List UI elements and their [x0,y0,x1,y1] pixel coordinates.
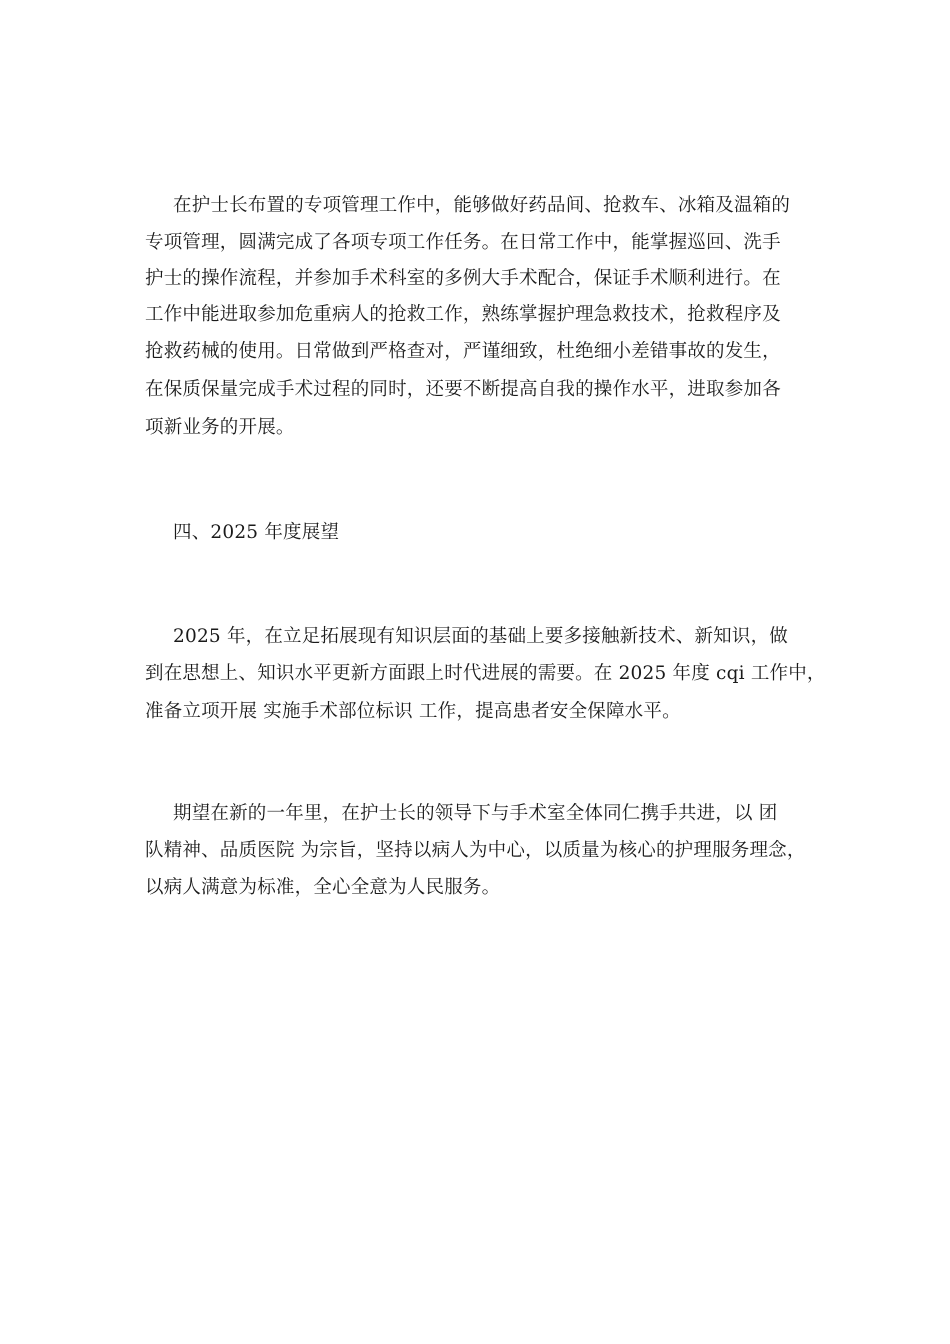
paragraph-line: 队精神、品质医院 为宗旨，坚持以病人为中心，以质量为核心的护理服务理念， [145,840,806,861]
paragraph-line: 工作中能进取参加危重病人的抢救工作，熟练掌握护理急救技术，抢救程序及 [145,304,781,325]
paragraph-line: 抢救药械的使用。日常做到严格查对，严谨细致，杜绝细小差错事故的发生， [145,341,781,362]
section-heading: 四、2025 年度展望 [173,522,340,543]
paragraph-line: 准备立项开展 实施手术部位标识 工作，提高患者安全保障水平。 [145,701,681,722]
paragraph-line: 在护士长布置的专项管理工作中，能够做好药品间、抢救车、冰箱及温箱的 [173,195,791,216]
paragraph-line: 护士的操作流程，并参加手术科室的多例大手术配合，保证手术顺利进行。在 [145,268,781,289]
paragraph-line: 专项管理，圆满完成了各项专项工作任务。在日常工作中，能掌握巡回、洗手 [145,232,781,253]
paragraph-line: 在保质保量完成手术过程的同时，还要不断提高自我的操作水平，进取参加各 [145,379,781,400]
paragraph-line: 以病人满意为标准，全心全意为人民服务。 [145,877,501,898]
paragraph-line: 2025 年，在立足拓展现有知识层面的基础上要多接触新技术、新知识，做 [173,626,788,647]
paragraph-line: 期望在新的一年里，在护士长的领导下与手术室全体同仁携手共进，以 团 [173,803,778,824]
paragraph-line: 到在思想上、知识水平更新方面跟上时代进展的需要。在 2025 年度 cqi 工作中， [145,663,826,684]
paragraph-line: 项新业务的开展。 [145,417,295,438]
